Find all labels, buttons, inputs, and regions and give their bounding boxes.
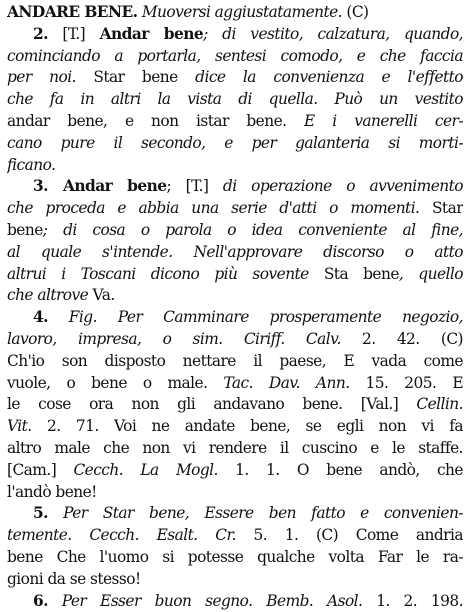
text-line: [7, 2, 463, 24]
entry-heading: Andar bene: [99, 24, 204, 43]
roman-text: bene: [7, 220, 43, 239]
text-line: [7, 133, 463, 155]
roman-text: gioni da se stesso!: [7, 569, 141, 588]
roman-text: Star bene: [93, 68, 196, 87]
entry-heading: 4.: [33, 308, 48, 327]
roman-text: [T.]: [47, 24, 100, 43]
text-line: [7, 591, 463, 612]
text-line: [7, 307, 463, 329]
roman-text: Va.: [92, 286, 115, 305]
italic-text: , quello: [398, 264, 463, 283]
italic-text: E i vanerelli cer-: [304, 111, 463, 130]
italic-text: per noi.: [7, 68, 94, 87]
roman-text: altro male che non vi rendere il cuscino e le staffe.: [7, 438, 463, 457]
italic-text: Tac. Dav. Ann.: [223, 373, 366, 392]
text-line: [7, 67, 463, 89]
text-line: [7, 525, 463, 547]
roman-text: l'andò bene!: [7, 482, 97, 501]
text-line: [7, 569, 463, 591]
roman-text: 1. 1. O bene andò, che: [235, 460, 463, 479]
text-line: [7, 438, 463, 460]
roman-text: andar bene, e non istar bene.: [7, 111, 305, 130]
italic-text: Per Star bene, Essere ben fatto e convenien-: [47, 504, 463, 523]
roman-text: 15. 205. E: [365, 373, 463, 392]
italic-text: ficano.: [7, 155, 56, 174]
text-line: [7, 111, 463, 133]
text-line: [7, 285, 463, 307]
roman-text: Sta bene: [323, 264, 399, 283]
italic-text: ; di cosa o parola o idea conveniente al fine,: [42, 220, 463, 239]
roman-text: le cose ora non gli andavano bene. [Val.]: [7, 395, 417, 414]
italic-text: Cecch. La Mogl.: [73, 460, 236, 479]
roman-text: 1. 2. 198.: [376, 591, 463, 610]
italic-text: al quale s'intende. Nell'approvare discorso o atto: [7, 242, 463, 261]
text-line: [7, 264, 463, 286]
text-line: [7, 89, 463, 111]
entry-heading: 5.: [33, 504, 48, 523]
text-line: [7, 242, 463, 264]
text-line: [7, 351, 463, 373]
roman-text: 5. 1. (C) Come andria: [253, 526, 463, 545]
text-line: [7, 460, 463, 482]
roman-text: vuole, o bene o male.: [7, 373, 224, 392]
roman-text: 2. 71. Voi ne andate bene, se egli non vi fa: [46, 417, 463, 436]
text-line: [7, 220, 463, 242]
italic-text: Fig. Per Camminare prosperamente negozio,: [47, 308, 463, 327]
text-line: [7, 24, 463, 46]
italic-text: Cellin.: [416, 395, 463, 414]
roman-text: (C): [346, 3, 369, 21]
text-line: [7, 155, 463, 177]
entry-heading: 6.: [33, 591, 48, 610]
italic-text: dice la convenienza e l'effetto: [195, 68, 463, 87]
italic-text: ; di vestito, calzatura, quando,: [203, 24, 463, 43]
italic-text: di operazione o avvenimento: [222, 177, 463, 196]
italic-text: lavoro, impresa, o sim. Ciriff. Calv.: [7, 329, 363, 348]
entry-heading: 3. Andar bene: [33, 177, 167, 196]
italic-text: che fa in altri la vista di quella. Può un vestito: [7, 90, 463, 109]
italic-text: Per Esser buon segno. Bemb. Asol.: [47, 591, 377, 610]
text-line: [7, 176, 463, 198]
roman-text: ; [T.]: [166, 177, 223, 196]
text-line: [7, 482, 463, 504]
text-line: [7, 373, 463, 395]
roman-text: 2. 42. (C): [362, 329, 463, 348]
text-line: [7, 503, 463, 525]
entry-heading: ANDARE BENE.: [7, 3, 138, 21]
text-line: [7, 46, 463, 68]
roman-text: Ch'io son disposto nettare il paese, E vada come: [7, 351, 463, 370]
text-line: [7, 394, 463, 416]
italic-text: cano pure il secondo, e per galanteria si morti-: [7, 133, 463, 152]
entry-heading: 2.: [33, 24, 48, 43]
text-line: [7, 547, 463, 569]
text-line: [7, 329, 463, 351]
italic-text: Muoversi aggiustatamente.: [137, 3, 347, 21]
text-line: [7, 416, 463, 438]
italic-text: Vit.: [7, 417, 47, 436]
italic-text: che proceda e abbia una serie d'atti o momenti.: [7, 199, 432, 218]
italic-text: temente. Cecch. Esalt. Cr.: [7, 526, 254, 545]
italic-text: che altrove: [7, 286, 93, 305]
text-line: [7, 198, 463, 220]
italic-text: altrui i Toscani dicono più sovente: [7, 264, 324, 283]
roman-text: [Cam.]: [7, 460, 74, 479]
italic-text: cominciando a portarla, sentesi comodo, e che faccia: [7, 46, 463, 65]
roman-text: bene Che l'uomo si potesse qualche volta Far le ra-: [7, 547, 463, 566]
roman-text: Star: [431, 199, 463, 218]
